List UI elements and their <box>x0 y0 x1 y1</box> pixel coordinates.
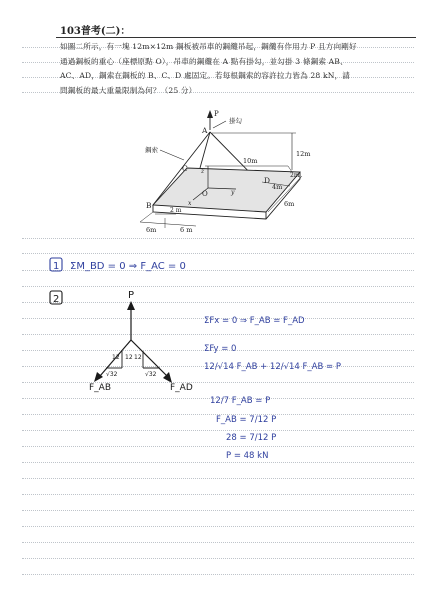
fbd-label-mid-left: 12 <box>125 354 133 361</box>
eq-sum-fx: ΣFx = 0 ⇒ F_AB = F_AD <box>204 316 305 326</box>
label-4m: 4m <box>272 183 283 191</box>
eq-allowable: 28 = 7/12 P <box>226 433 277 443</box>
part-1-equation: ΣM_BD = 0 ⇒ F_AC = 0 <box>70 261 186 272</box>
label-hook: 掛勾 <box>229 117 242 125</box>
eq-simplified: 12/7 F_AB = P <box>210 396 271 406</box>
label-6m-b: 6 m <box>180 226 193 234</box>
label-d: D <box>264 176 271 185</box>
problem-line: AC、AD，鋼索在鋼板的 B、C、D 處固定。若每根鋼索的容許拉力皆為 28 kN，請 <box>60 71 350 81</box>
page-title: 103普考(二)： <box>60 26 131 37</box>
problem-line: 如圖二所示，有一塊 12m×12m 鋼板被吊車的鋼纜吊起，鋼纜有作用力 P 且方向剛好 <box>60 42 357 51</box>
eq-result: P = 48 kN <box>226 451 269 461</box>
fbd-label-mid-right: 12 <box>134 354 142 361</box>
fbd-label-left-top: 12 <box>112 354 120 361</box>
label-b: B <box>146 201 152 210</box>
fbd-label-right-bottom: √32 <box>145 371 157 378</box>
eq-components: 12/√14 F_AB + 12/√14 F_AB = P <box>204 362 341 372</box>
label-c: C <box>182 164 188 173</box>
label-y: y <box>231 189 235 196</box>
label-12m: 12m <box>296 150 311 158</box>
label-z: z <box>201 168 205 175</box>
label-6m-a: 6m <box>146 226 157 234</box>
part-1-number: 1 <box>53 261 60 272</box>
label-a: A <box>202 126 208 135</box>
label-cable: 鋼索 <box>145 146 158 154</box>
label-p: P <box>214 110 219 118</box>
eq-sum-fy: ΣFy = 0 <box>204 344 237 354</box>
label-6m-right: 6m <box>284 200 295 208</box>
label-x: x <box>188 200 192 207</box>
label-2m-right: 2m <box>290 172 300 179</box>
fbd-label-left-bottom: √32 <box>106 371 118 378</box>
part-2-number: 2 <box>53 294 60 305</box>
problem-line: 問鋼板的最大重量限制為何？（25 分） <box>60 85 197 95</box>
label-o: O <box>202 190 208 198</box>
fbd <box>100 308 166 376</box>
fbd-label-fad: F_AD <box>170 383 193 393</box>
label-10m: 10m <box>243 157 258 165</box>
fbd-p-arrowhead <box>127 301 135 310</box>
fbd-label-fab: F_AB <box>89 383 112 393</box>
eq-fab: F_AB = 7/12 P <box>216 415 277 425</box>
problem-line: 通過鋼板的重心（座標原點 O），吊車的鋼纜在 A 點有掛勾，並勾掛 3 條鋼索 AB、 <box>60 56 348 66</box>
fbd-label-p: P <box>128 290 135 301</box>
label-2m-bottom: 2 m <box>170 207 182 214</box>
